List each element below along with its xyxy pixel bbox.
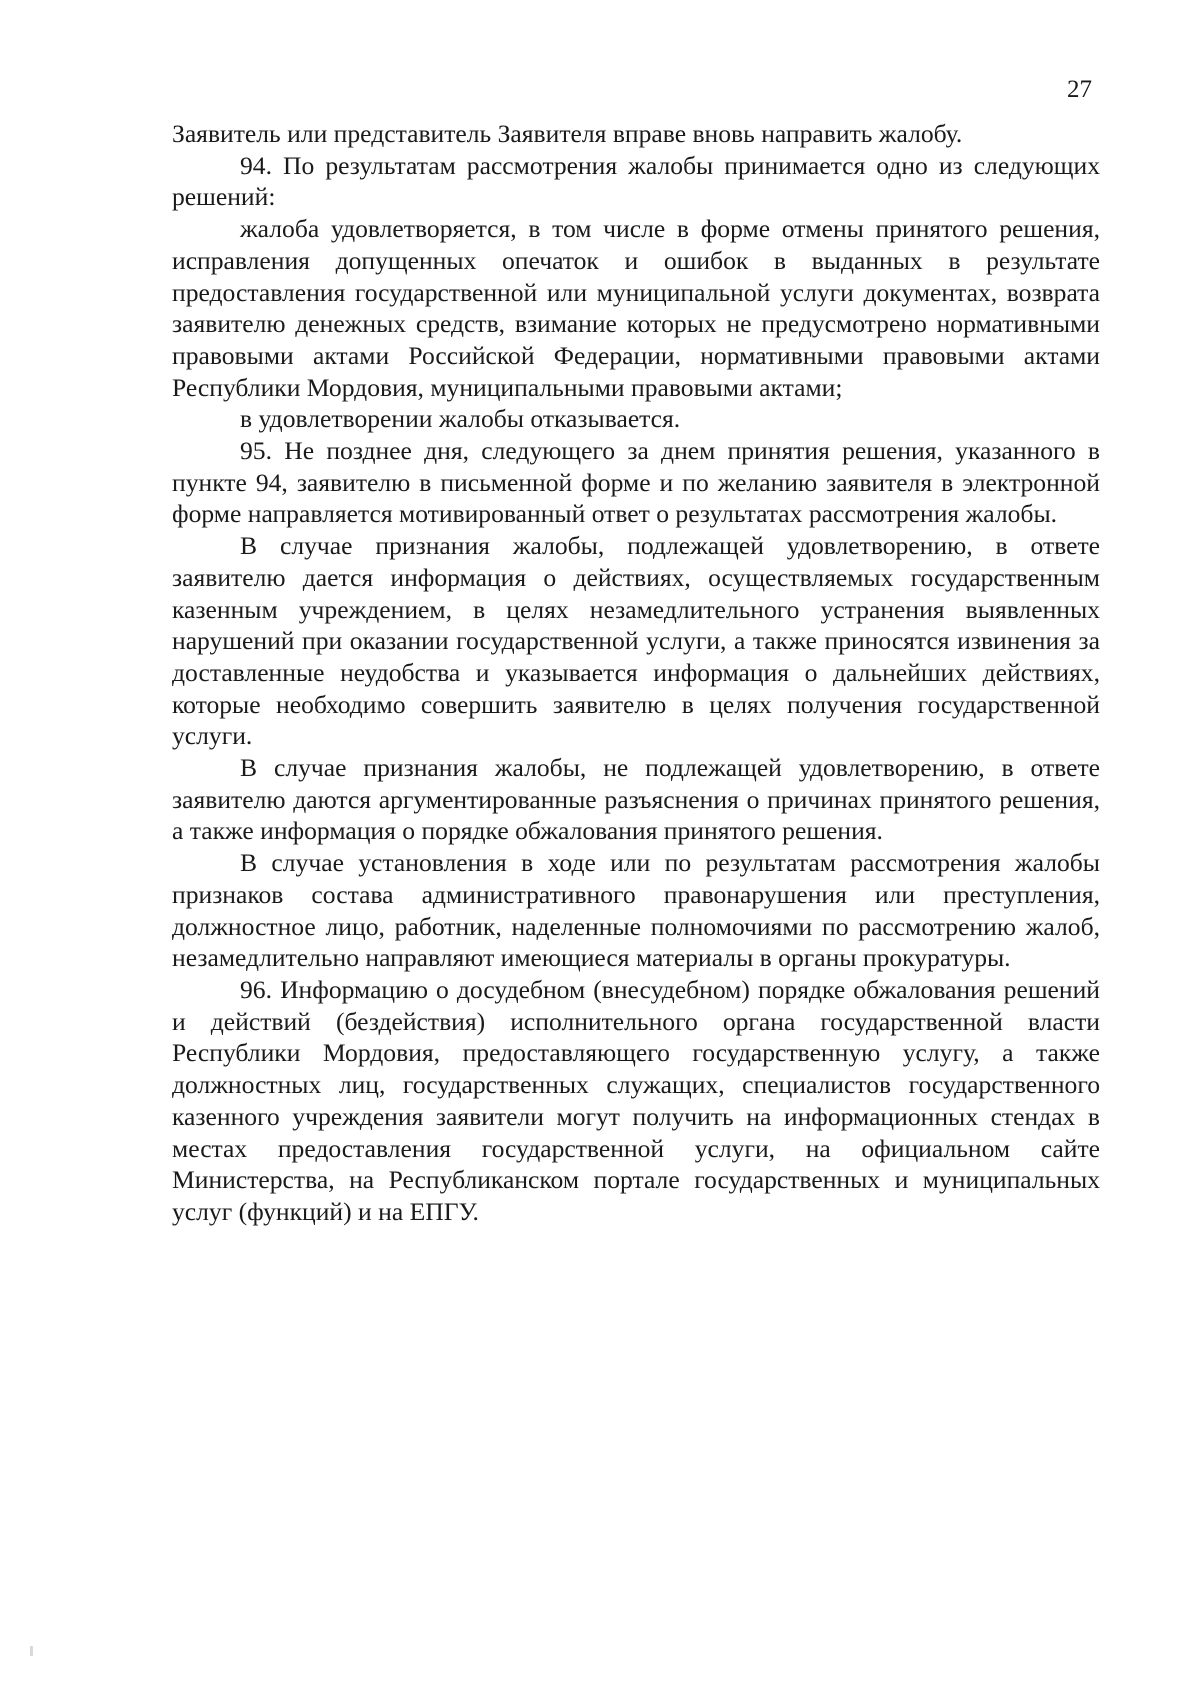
paragraph-prosecution: В случае установления в ходе или по результатам рассмотрения жалобы признаков состава административного правонарушения или преступления, должностное лицо, работник, наделенные полномочиями по рассмотрению жалоб, незамедлительно направляют имеющиеся материалы в органы прокуратуры. — [172, 848, 1100, 973]
paragraph-95: 95. Не позднее дня, следующего за днем принятия решения, указанного в пункте 94, заявителю в письменной форме и по желанию заявителя в электронной форме направляется мотивированный ответ о результатах рассмотрения жалобы. — [172, 436, 1100, 529]
paragraph-complaint-satisfied: жалоба удовлетворяется, в том числе в форме отмены принятого решения, исправления допущенных опечаток и ошибок в выданных в результате предоставления государственной или муниципальной услуги документах, возврата заявителю денежных средств, взимание которых не предусмотрено нормативными правовыми актами Российской Федерации, нормативными правовыми актами Республики Мордовия, муниципальными правовыми актами; — [172, 214, 1100, 402]
page-number: 27 — [1067, 76, 1092, 103]
paragraph-rejected-response: В случае признания жалобы, не подлежащей удовлетворению, в ответе заявителю даются аргументированные разъяснения о причинах принятого решения, а также информация о порядке обжалования принятого решения. — [172, 753, 1100, 846]
scan-edge-mark — [30, 1646, 33, 1656]
paragraph-satisfied-response: В случае признания жалобы, подлежащей удовлетворению, в ответе заявителю дается информация о действиях, осуществляемых государственным казенным учреждением, в целях незамедлительного устранения выявленных нарушений при оказании государственной услуги, а также приносятся извинения за доставленные неудобства и указывается информация о дальнейших действиях, которые необходимо совершить заявителю в целях получения государственной услуги. — [172, 531, 1100, 751]
paragraph-complaint-rejected: в удовлетворении жалобы отказывается. — [240, 404, 681, 434]
paragraph-96: 96. Информацию о досудебном (внесудебном) порядке обжалования решений и действий (бездействия) исполнительного органа государственной власти Республики Мордовия, предоставляющего государственную услугу, а также должностных лиц, государственных служащих, специалистов государственного казенного учреждения заявители могут получить на информационных стендах в местах предоставления государственной услуги, на официальном сайте Министерства, на Республиканском портале государственных и муниципальных услуг (функций) и на ЕПГУ. — [172, 974, 1100, 1226]
paragraph-94: 94. По результатам рассмотрения жалобы принимается одно из следующих решений: — [172, 150, 1100, 212]
document-body — [172, 118, 1100, 1228]
paragraph-continuation: Заявитель или представитель Заявителя вправе вновь направить жалобу. — [172, 119, 963, 148]
